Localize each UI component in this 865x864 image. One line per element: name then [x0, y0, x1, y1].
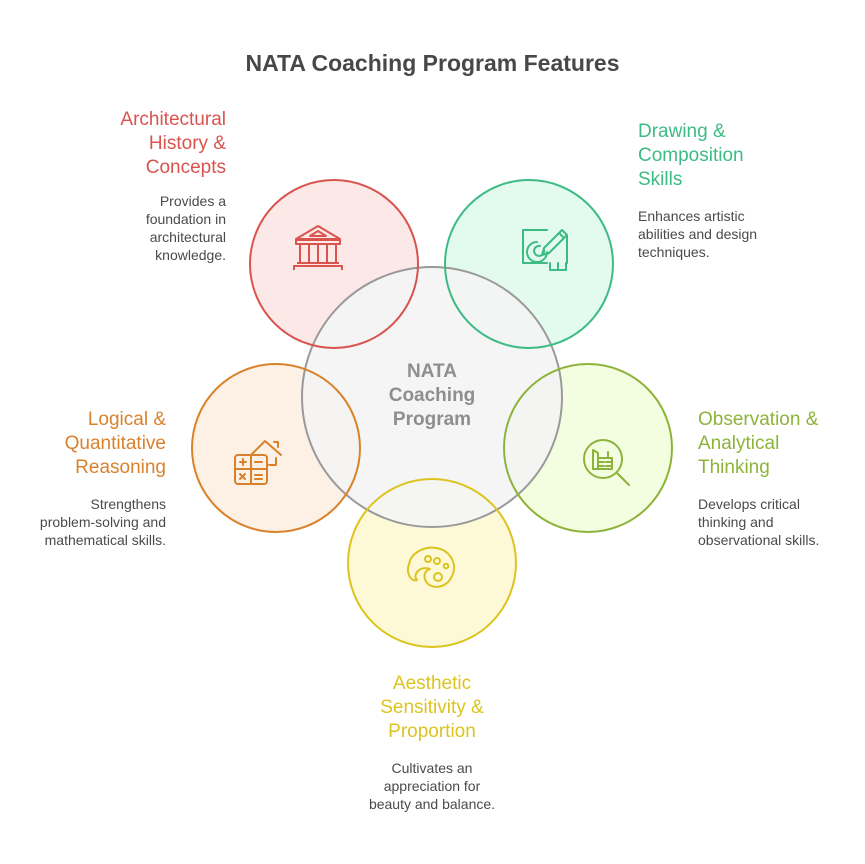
- center-label: [352, 360, 512, 432]
- feature-title-aesthetic-sensitivity: [332, 672, 532, 744]
- title-line: Analytical: [698, 433, 780, 454]
- title-line: Proportion: [388, 721, 476, 742]
- desc-line: observational skills.: [698, 532, 820, 548]
- feature-title-architectural-history: [60, 108, 226, 180]
- title-line: Sensitivity &: [380, 697, 484, 718]
- desc-line: knowledge.: [155, 247, 226, 263]
- feature-title-drawing-composition: [638, 120, 838, 192]
- center-label-line: NATA: [407, 361, 457, 382]
- diagram-title: NATA Coaching Program Features: [245, 50, 620, 76]
- desc-line: abilities and design: [638, 226, 758, 242]
- title-line: Thinking: [698, 457, 770, 478]
- desc-line: techniques.: [638, 244, 710, 260]
- center-label-line: Coaching: [388, 385, 476, 406]
- desc-line: architectural: [149, 229, 226, 245]
- title-line: Composition: [638, 145, 744, 166]
- title-line: Aesthetic: [392, 673, 472, 694]
- desc-line: Enhances artistic: [638, 208, 745, 224]
- title-line: Reasoning: [75, 457, 166, 478]
- desc-line: Develops critical: [698, 496, 800, 512]
- desc-line: mathematical skills.: [44, 532, 166, 548]
- desc-line: thinking and: [698, 514, 774, 530]
- title-line: Skills: [638, 169, 683, 190]
- desc-line: beauty and balance.: [368, 796, 496, 812]
- desc-line: foundation in: [145, 211, 226, 227]
- desc-line: Provides a: [159, 193, 226, 209]
- title-line: Concepts: [145, 157, 226, 178]
- feature-desc-architectural-history: [60, 192, 226, 264]
- feature-title-logical-quantitative: [10, 408, 166, 480]
- title-line: Quantitative: [64, 433, 166, 454]
- feature-desc-drawing-composition: [638, 207, 838, 261]
- feature-desc-observation-analytical: [698, 495, 858, 549]
- desc-line: Strengthens: [90, 496, 166, 512]
- title-line: Logical &: [87, 409, 166, 430]
- feature-title-observation-analytical: [698, 408, 858, 480]
- desc-line: problem-solving and: [39, 514, 166, 530]
- feature-desc-logical-quantitative: [10, 495, 166, 549]
- center-label-line: Program: [392, 409, 472, 430]
- desc-line: appreciation for: [383, 778, 481, 794]
- feature-desc-aesthetic-sensitivity: [332, 759, 532, 813]
- title-line: Drawing &: [638, 121, 726, 142]
- desc-line: Cultivates an: [391, 760, 473, 776]
- title-line: Architectural: [120, 109, 226, 130]
- title-line: History &: [148, 133, 226, 154]
- title-line: Observation &: [698, 409, 819, 430]
